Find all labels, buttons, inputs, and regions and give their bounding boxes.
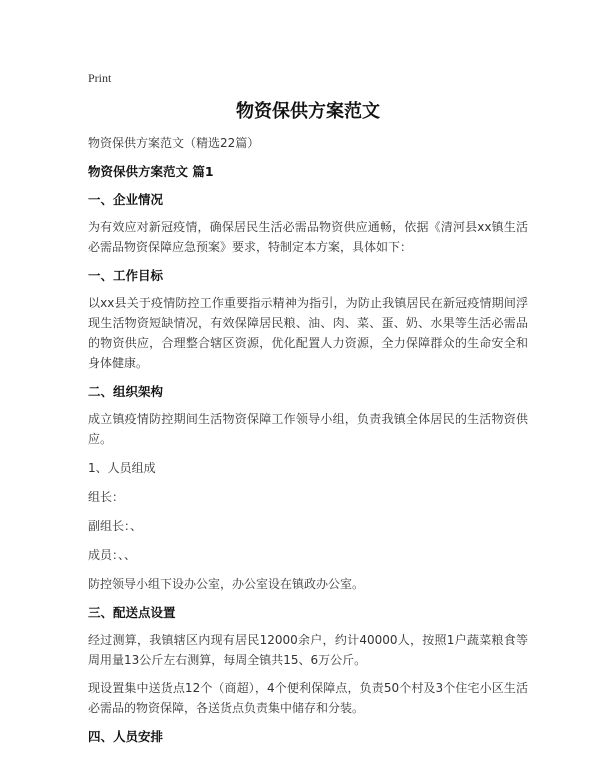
leader-line: 组长： <box>88 490 125 504</box>
paragraph-office: 防控领导小组下设办公室，办公室设在镇政办公室。 <box>88 577 365 591</box>
paragraph-organization: 成立镇疫情防控期间生活物资保障工作领导小组，负责我镇全体居民的生活物资供应。 <box>88 412 528 446</box>
section-heading-goals: 一、工作目标 <box>88 268 164 283</box>
paragraph-distribution-points: 现设置集中送货点12个（商超），4个便利保障点，负责50个村及3个住宅小区生活必需品的物资保障，各送货点负责集中储存和分装。 <box>88 681 528 715</box>
personnel-heading: 1、人员组成 <box>88 461 156 475</box>
paragraph-goals: 以xx县关于疫情防控工作重要指示精神为指引，为防止我镇居民在新冠疫情期间浮现生活物资短缺情况，有效保障居民粮、油、肉、菜、蛋、奶、水果等生活必需品的物资供应，合理整合辖区资源，优化配置人力资源，全力保障群众的生命安全和身体健康。 <box>88 296 528 370</box>
document-title: 物资保供方案范文 <box>236 101 380 122</box>
section-heading-personnel: 四、人员安排 <box>88 729 164 744</box>
paragraph-enterprise: 为有效应对新冠疫情，确保居民生活必需品物资供应通畅，依据《清河县xx镇生活必需品物资保障应急预案》要求，特制定本方案，具体如下： <box>88 220 528 254</box>
section-heading-enterprise: 一、企业情况 <box>88 192 164 207</box>
document-page <box>88 70 528 746</box>
section-heading-organization: 二、组织架构 <box>88 384 164 399</box>
document-subtitle: 物资保供方案范文（精选22篇） <box>88 136 260 150</box>
section-heading-distribution: 三、配送点设置 <box>88 605 176 620</box>
article-title: 物资保供方案范文 篇1 <box>88 164 214 179</box>
print-label: Print <box>88 71 112 85</box>
deputy-leader-line: 副组长：、 <box>88 519 143 533</box>
paragraph-distribution-calc: 经过测算，我镇辖区内现有居民12000余户，约计40000人，按照1户蔬菜粮食等周用量13公斤左右测算，每周全镇共15、6万公斤。 <box>88 633 528 667</box>
members-line: 成员：、、 <box>88 548 137 562</box>
